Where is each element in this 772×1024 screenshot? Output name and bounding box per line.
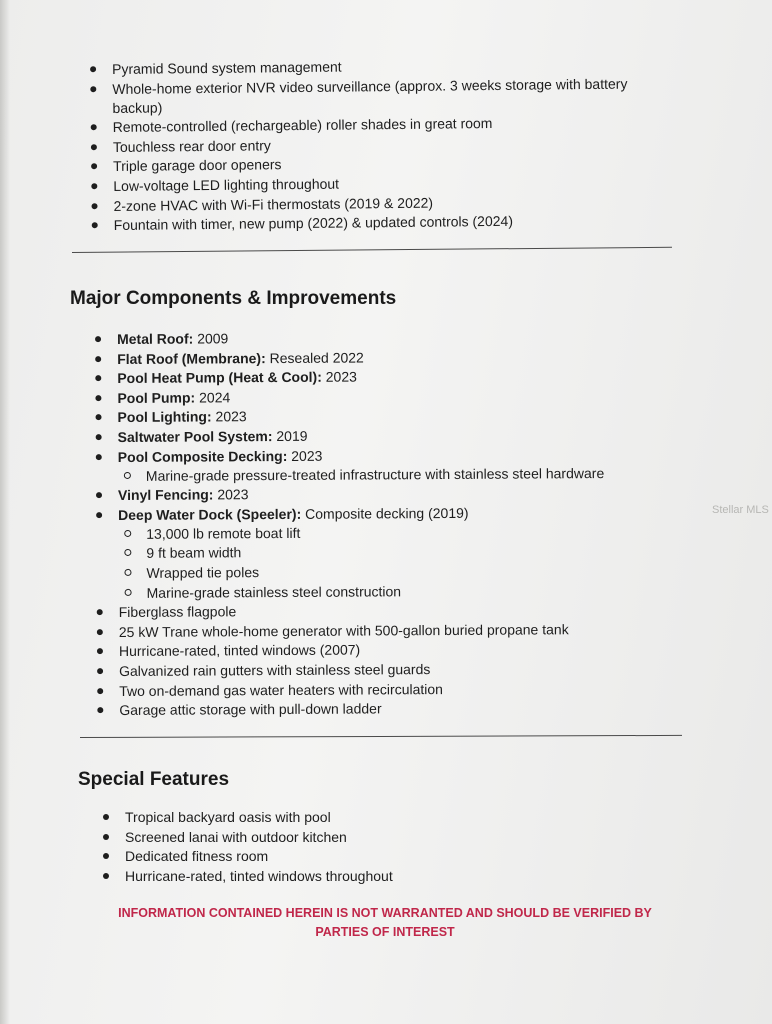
item-value: 2019 [276, 427, 308, 444]
sub-list-item: Wrapped tie poles [146, 560, 718, 582]
list-item: 25 kW Trane whole-home generator with 500-gallon buried propane tank [119, 619, 719, 642]
disclaimer-text: INFORMATION CONTAINED HEREIN IS NOT WARRANTED AND SHOULD BE VERIFIED BY PARTIES OF INTEREST [118, 906, 652, 939]
item-label: Saltwater Pool System: [117, 428, 273, 445]
sub-list [146, 521, 718, 602]
item-value: 2009 [197, 330, 229, 347]
sub-list-item: 13,000 lb remote boat lift [146, 521, 718, 543]
sub-list [146, 463, 718, 485]
item-label: Metal Roof: [117, 330, 194, 347]
item-value: 2024 [199, 389, 231, 406]
item-label: Pool Composite Decking: [117, 447, 288, 465]
list-item: 2-zone HVAC with Wi-Fi thermostats (2019 & 2022) [113, 191, 673, 216]
list-item: Touchless rear door entry [113, 132, 673, 157]
components-heading: Major Components & Improvements [70, 288, 397, 309]
item-label: Deep Water Dock (Speeler): [118, 505, 302, 523]
item-value: Resealed 2022 [269, 349, 364, 366]
features-list [112, 54, 674, 236]
list-item: Remote-controlled (rechargeable) roller shades in great room [113, 112, 673, 137]
special-features-heading: Special Features [78, 769, 230, 790]
list-item: Triple garage door openers [113, 152, 673, 177]
watermark: Stellar MLS [712, 504, 769, 516]
list-item: Dedicated fitness room [125, 847, 685, 866]
divider [72, 247, 672, 253]
list-item: Garage attic storage with pull-down ladder [119, 697, 719, 720]
sub-list-item: 9 ft beam width [146, 541, 718, 563]
item-label: Pool Pump: [117, 389, 196, 406]
item-label: Pool Lighting: [117, 408, 212, 426]
item-value: 2023 [291, 447, 323, 464]
special-features-list [125, 808, 685, 886]
item-label: Flat Roof (Membrane): [117, 349, 266, 367]
list-item [118, 444, 718, 486]
item-value: 2023 [325, 368, 357, 385]
item-label: Pool Heat Pump (Heat & Cool): [117, 368, 322, 387]
item-label: Vinyl Fencing: [117, 486, 214, 504]
list-item: Low-voltage LED lighting throughout [113, 171, 673, 196]
list-item: Galvanized rain gutters with stainless steel guards [119, 658, 719, 681]
list-item: Two on-demand gas water heaters with recirculation [119, 678, 719, 701]
list-item: Hurricane-rated, tinted windows (2007) [119, 639, 719, 662]
list-item: Fiberglass flagpole [119, 599, 719, 622]
list-item: Whole-home exterior NVR video surveillance (approx. 3 weeks storage with battery backup) [112, 74, 672, 118]
divider [80, 735, 682, 738]
page-shadow-edge [0, 0, 10, 1024]
sub-list-item: Marine-grade pressure-treated infrastructure with stainless steel hardware [146, 463, 718, 485]
list-item: Screened lanai with outdoor kitchen [125, 828, 685, 847]
item-value: 2023 [217, 486, 249, 503]
list-item [118, 502, 719, 602]
list-item: Fountain with timer, new pump (2022) & updated controls (2024) [114, 210, 674, 235]
list-item: Tropical backyard oasis with pool [125, 808, 685, 827]
components-list [117, 326, 719, 720]
item-value: 2023 [215, 408, 247, 425]
list-item: Hurricane-rated, tinted windows throughout [125, 867, 685, 886]
item-value: Composite decking (2019) [305, 504, 469, 522]
list-item: Pyramid Sound system management [112, 54, 672, 79]
sub-list-item: Marine-grade stainless steel construction [147, 580, 719, 602]
